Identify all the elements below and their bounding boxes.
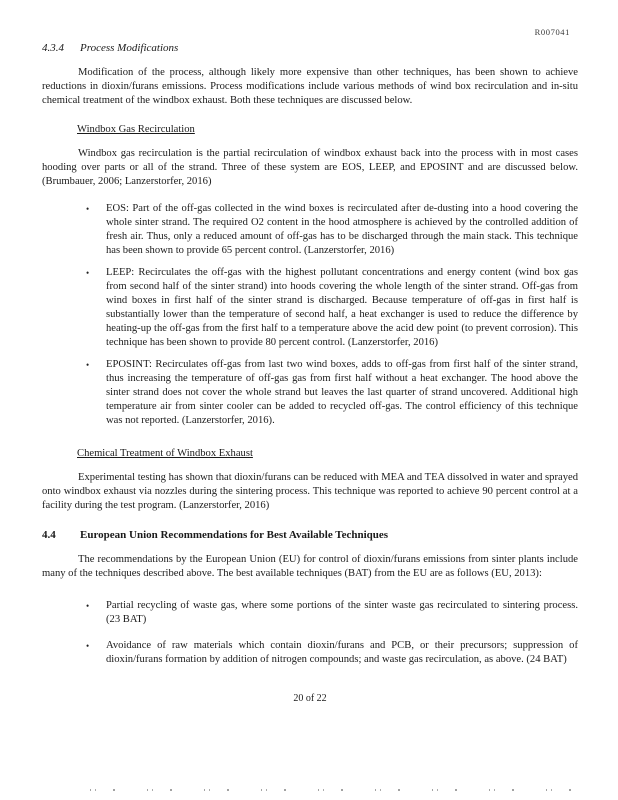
section-number: 4.4 [42,529,56,541]
bullet-marker: • [86,204,90,214]
bullet-marker: • [86,641,90,651]
bullet-text: EPOSINT: Recirculates off-gas from last two wind boxes, adds to off-gas from first half of the sinter strand, thus increasing the temperature of off-gas gas from first half without a heat exchanger. The hood above the sinter strand does not cover the whole strand but leaves the last quarter of strand uncovered. Additional high temperature air from sinter cooler can be added to recycled off-gas. The control efficiency of this technique was not reported. (Lanzerstorfer, 2016). [106,359,578,426]
intro-paragraph: Modification of the process, although likely more expensive than other techniques, has been shown to achieve reductions in dioxin/furans emissions. Process modifications include various methods of wind box recirculation and in-situ chemical treatment of the windbox exhaust. Both these techniques are discussed below. [42,67,578,106]
bullet-item-eposint [86,358,578,428]
windbox-paragraph: Windbox gas recirculation is the partial recirculation of windbox exhaust back into the process with in most cases hooding over parts or all of the strand. Three of these system are EOS, LEEP, and EPOSINT and are discussed below. (Brumbauer, 2006; Lanzerstorfer, 2016) [42,148,578,187]
bates-stamp: R007041 [534,27,570,37]
windbox-heading: Windbox Gas Recirculation [77,124,195,135]
bullet-text: LEEP: Recirculates the off-gas with the highest pollutant concentrations and energy content (wind box gas from second half of the sinter strand) into hoods covering the whole length of the sinter strand. Off-gas from wind boxes in first half of the sinter strand is discharged. Because temperature of off-gas in first half is substantially lower than the temperature of second half, a heat exchanger is used to reduce the difference by heating-up the off-gas from the first half to a temperature above the acid dew point (to prevent corrosion). This technique has been shown to provide 80 percent control. (Lanzerstorfer, 2016) [106,267,578,348]
section-title: European Union Recommendations for Best Available Techniques [80,529,389,541]
bullet-item-partial-recycling [86,599,578,627]
section-number: 4.3.4 [42,42,64,54]
bullet-item-eos [86,202,578,258]
bullet-item-leep [86,266,578,350]
section-title: Process Modifications [80,42,179,54]
page-number-footer: 20 of 22 [293,693,327,704]
chemical-heading: Chemical Treatment of Windbox Exhaust [77,448,253,459]
eu-bullet-list [42,599,578,667]
bullet-text: Avoidance of raw materials which contain dioxin/furans and PCB, or their precursors; suppression of dioxin/furans formation by addition of nitrogen compounds; and waste gas recirculation, as above. (24 BAT) [106,640,578,665]
bullet-text: EOS: Part of the off-gas collected in the wind boxes is recirculated after de-dusting into a hood covering the whole sinter strand. The required O2 content in the hood atmosphere is achieved by the controlled addition of fresh air. Thus, only a reduced amount of off-gas has to be discharged through the main stack. This technique has been shown to provide 65 percent control. (Lanzerstorfer, 2016) [106,203,578,256]
bullet-marker: • [86,268,90,278]
bullet-item-raw-materials [86,639,578,667]
eu-paragraph: The recommendations by the European Union (EU) for control of dioxin/furans emissions from sinter plants include many of the techniques described above. The best available techniques (BAT) from the EU are as follows (EU, 2013): [42,554,578,579]
bullet-text: Partial recycling of waste gas, where some portions of the sinter waste gas recirculated to sintering process. (23 BAT) [106,600,578,625]
section-heading-4-3-4 [42,42,578,54]
bullet-marker: • [86,601,90,611]
chemical-paragraph: Experimental testing has shown that dioxin/furans can be reduced with MEA and TEA dissolved in water and sprayed onto windbox exhaust via nozzles during the sintering process. This technique was reported to achieve 90 percent control at a facility during the test program. (Lanzerstorfer, 2016) [42,472,578,511]
document-content [42,42,578,704]
bullet-marker: • [86,360,90,370]
scan-noise-artifact [90,789,593,791]
section-heading-4-4 [42,529,578,541]
windbox-bullet-list [42,202,578,428]
